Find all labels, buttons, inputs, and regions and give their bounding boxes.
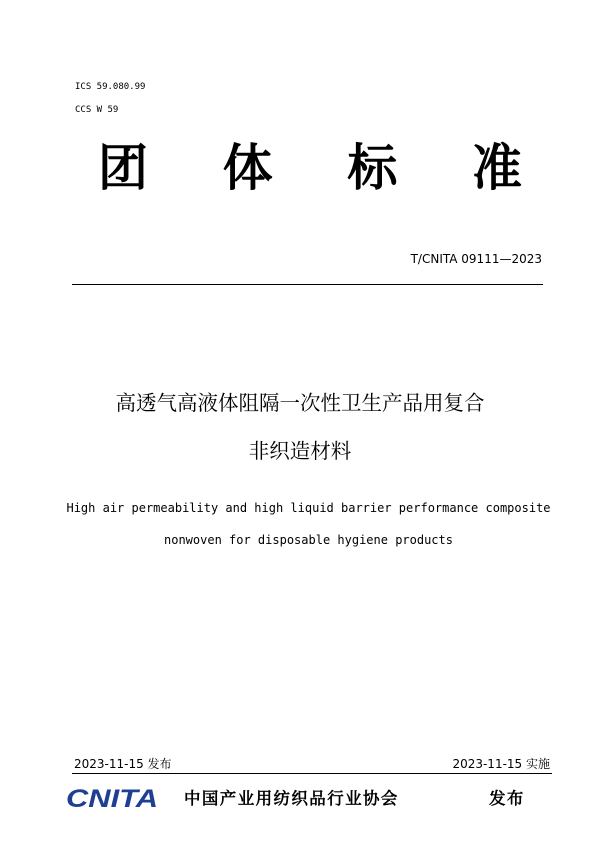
english-title-line-1: High air permeability and high liquid barrier performance composite (66, 501, 551, 515)
standard-number: T/CNITA 09111—2023 (410, 252, 542, 266)
bottom-divider (72, 773, 552, 774)
chinese-title-line-1: 高透气高液体阻隔一次性卫生产品用复合 (115, 391, 485, 415)
chinese-title-line-2: 非织造材料 (248, 439, 352, 463)
cnita-logo (65, 784, 160, 812)
top-divider (72, 284, 543, 285)
ics-code: ICS 59.080.99 (75, 82, 146, 92)
ccs-code: CCS W 59 (75, 105, 119, 115)
svg-text:CNITA: CNITA (66, 785, 158, 812)
category-title-char: 准 (471, 139, 522, 197)
publish-label: 发布 (489, 789, 525, 808)
category-title-char: 体 (222, 139, 273, 197)
category-title (95, 140, 525, 196)
english-title-line-2: nonwoven for disposable hygiene products (164, 533, 453, 547)
category-title-char: 标 (347, 139, 398, 197)
implementation-date: 2023-11-15 实施 (452, 757, 550, 771)
organization-name: 中国产业用纺织品行业协会 (184, 789, 399, 808)
issue-date: 2023-11-15 发布 (74, 757, 172, 771)
category-title-char: 团 (98, 139, 148, 197)
